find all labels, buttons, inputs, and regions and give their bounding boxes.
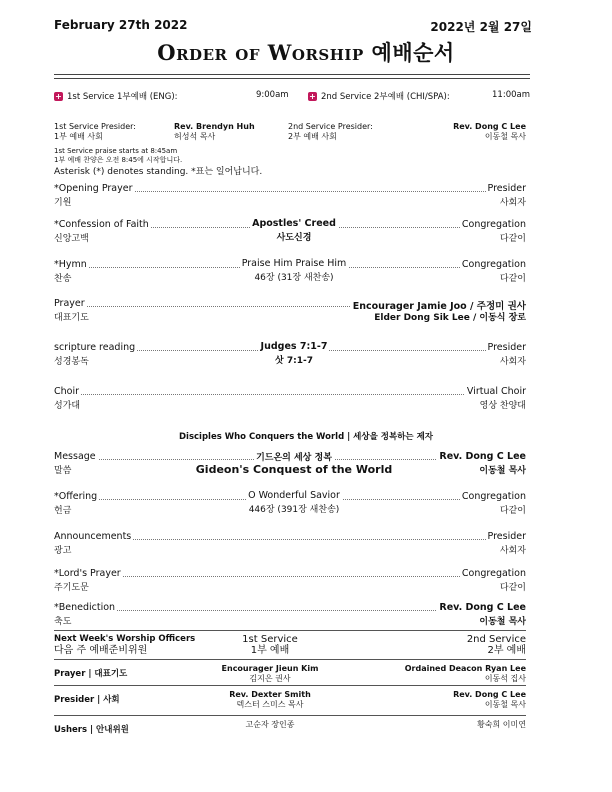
item-label: *Benediction [54, 602, 116, 613]
first-service-info [54, 90, 178, 102]
second-presider-label: 2nd Service Presider: 2부 예배 사회 [288, 122, 373, 141]
item-leader: Congregation [461, 259, 526, 270]
worship-item [54, 568, 526, 594]
item-label: *Opening Prayer [54, 183, 133, 194]
officer-row-rule [54, 659, 526, 660]
worship-item [54, 298, 526, 324]
second-service-info [308, 90, 450, 102]
item-label-ko: 찬송 [54, 274, 72, 284]
date-korean: 2022년 2월 27일 [430, 20, 532, 34]
item-label-ko: 광고 [54, 546, 72, 556]
worship-item [54, 386, 526, 412]
item-leader-ko: 다같이 [499, 274, 526, 284]
worship-item [54, 342, 526, 368]
item-label: scripture reading [54, 342, 136, 353]
item-leader: Presider [487, 342, 526, 353]
item-label-ko: 기원 [54, 198, 72, 208]
worship-item [54, 602, 526, 628]
item-leader: Congregation [461, 491, 526, 502]
officer-second: Rev. Dong C Lee 이동철 목사 [453, 690, 526, 709]
officers-title: Next Week's Worship Officers 다음 주 예배준비위원 [54, 634, 196, 656]
item-leader: Presider [487, 531, 526, 542]
item-label: *Offering [54, 491, 98, 502]
item-leader-ko: 이동철 목사 [479, 466, 526, 476]
worship-item [54, 531, 526, 557]
item-detail-2: Gideon's Conquest of the World [195, 463, 393, 476]
officer-role: Prayer | 대표기도 [54, 669, 128, 679]
item-label: Choir [54, 386, 80, 397]
item-detail: O Wonderful Savior [248, 490, 340, 501]
officer-first: Encourager Jieun Kim 김지은 권사 [221, 664, 319, 683]
second-presider-name: Rev. Dong C Lee 이동철 목사 [453, 122, 526, 141]
item-label: Announcements [54, 531, 132, 542]
dotted-leader [54, 394, 526, 395]
first-presider-label: 1st Service Presider: 1부 예배 사회 [54, 122, 136, 141]
worship-item [54, 183, 526, 209]
item-leader-ko: 다같이 [499, 583, 526, 593]
officers-rule [54, 630, 526, 631]
officer-first: 고순자 장인종 [245, 720, 295, 729]
plus-icon: + [309, 92, 316, 101]
worship-item [54, 451, 526, 477]
item-detail-2: 446장 (391장 새찬송) [248, 505, 340, 515]
asterisk-note: Asterisk (*) denotes standing. *표는 일어납니다. [54, 167, 263, 177]
item-label-ko: 성가대 [54, 401, 81, 411]
first-service-label: 1st Service 1부예배 (ENG): [67, 92, 178, 102]
item-leader-ko: 사회자 [499, 198, 526, 208]
officer-row-rule [54, 715, 526, 716]
item-leader: Congregation [461, 568, 526, 579]
item-label-ko: 성경봉독 [54, 357, 89, 367]
item-detail: 기드온의 세상 정복 [256, 453, 332, 463]
first-presider-name: Rev. Brendyn Huh 허성석 목사 [174, 122, 255, 141]
item-leader: Congregation [461, 219, 526, 230]
item-leader-ko: 다같이 [499, 234, 526, 244]
item-label-ko: 대표기도 [54, 313, 89, 323]
sermon-theme: Disciples Who Conquers the World | 세상을 정복하는 제자 [178, 432, 433, 442]
officer-second: Ordained Deacon Ryan Lee 이동석 집사 [404, 664, 526, 683]
first-service-time: 9:00am [256, 90, 289, 100]
item-label-ko: 헌금 [54, 506, 72, 516]
item-label-ko: 신앙고백 [54, 234, 89, 244]
title-rule-thin [54, 78, 530, 79]
item-detail-2: 삿 7:1-7 [275, 356, 313, 366]
item-leader: Rev. Dong C Lee [439, 602, 526, 613]
second-service-time: 11:00am [492, 90, 530, 100]
officer-second: 황숙희 이미연 [477, 720, 526, 729]
item-leader-ko: 다같이 [499, 506, 526, 516]
worship-item [54, 259, 526, 285]
item-label-ko: 말씀 [54, 466, 72, 476]
item-leader-ko: Elder Dong Sik Lee / 이동식 장로 [374, 313, 526, 323]
item-detail: Apostles' Creed [252, 218, 336, 229]
item-detail-2: 사도신경 [276, 233, 312, 243]
item-label: Prayer [54, 298, 85, 309]
officers-col1: 1st Service 1부 예배 [242, 634, 298, 656]
page-title: Order of Worship 예배순서 [157, 40, 455, 65]
officer-role: Ushers | 안내위원 [54, 725, 129, 735]
officer-role: Presider | 사회 [54, 695, 120, 705]
item-label-ko: 주기도문 [54, 583, 89, 593]
item-label: *Confession of Faith [54, 219, 149, 230]
item-leader: Virtual Choir [466, 386, 526, 397]
praise-note: 1st Service praise starts at 8:45am 1부 예배 찬양은 오전 8:45에 시작합니다. [54, 147, 183, 164]
date-english: February 27th 2022 [54, 18, 188, 32]
item-detail: Praise Him Praise Him [241, 258, 347, 269]
item-leader-ko: 영상 찬양대 [479, 401, 526, 411]
item-leader-ko: 사회자 [499, 357, 526, 367]
item-leader: Rev. Dong C Lee [439, 451, 526, 462]
worship-item [54, 219, 526, 245]
title-rule [54, 74, 530, 75]
item-label: *Hymn [54, 259, 87, 270]
item-label-ko: 축도 [54, 617, 72, 627]
item-label: Message [54, 451, 96, 462]
item-label: *Lord's Prayer [54, 568, 121, 579]
item-detail-2: 46장 (31장 새찬송) [254, 273, 334, 283]
officer-row-rule [54, 685, 526, 686]
worship-item [54, 491, 526, 517]
item-leader: Presider [487, 183, 526, 194]
item-detail: Judges 7:1-7 [260, 341, 328, 352]
officer-first: Rev. Dexter Smith 덱스터 스미스 목사 [229, 690, 311, 709]
item-leader: Encourager Jamie Joo / 주정미 권사 [351, 298, 526, 312]
dotted-leader [54, 576, 526, 577]
item-leader-ko: 이동철 목사 [479, 617, 526, 627]
officers-col2: 2nd Service 2부 예배 [466, 634, 526, 656]
second-service-label: 2nd Service 2부예배 (CHI/SPA): [321, 92, 450, 102]
item-leader-ko: 사회자 [499, 546, 526, 556]
plus-icon: + [55, 92, 62, 101]
